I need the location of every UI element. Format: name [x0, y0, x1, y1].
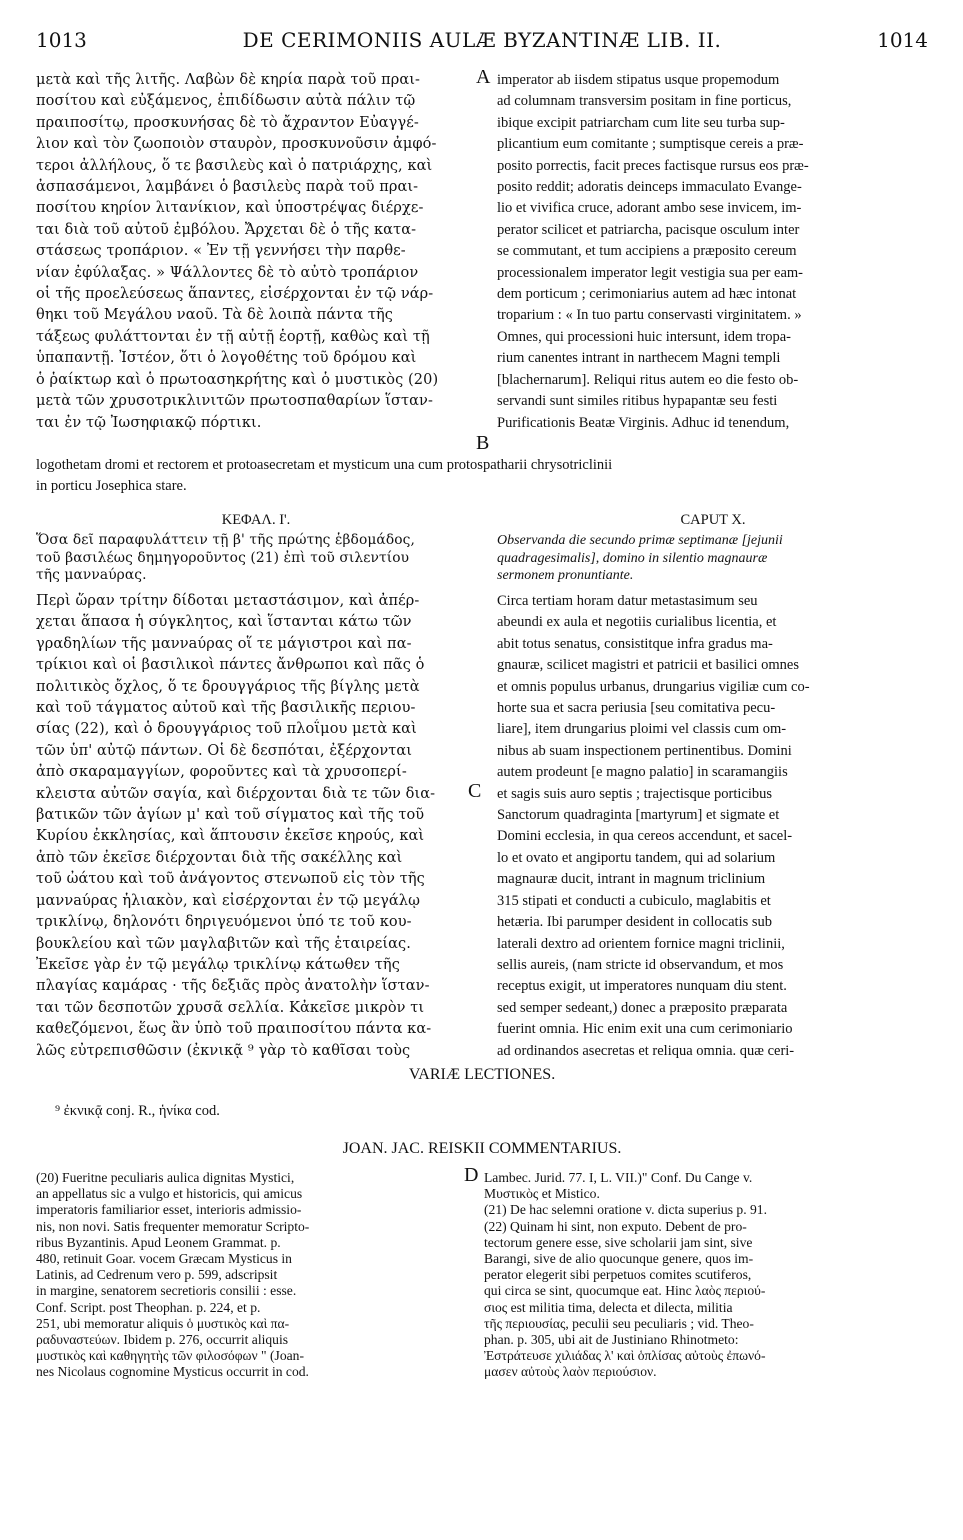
latin-text-line: Omnes, qui processioni huic intersunt, idem tropa-	[497, 328, 791, 345]
latin-text-line: ad ordinandos asecretas et reliqua omnia. quæ ceri-	[497, 1042, 795, 1059]
commentary-line: perator elegerit sibi perpetuos comites scutiferos,	[484, 1267, 752, 1283]
latin-text-line: posito porrectis, facit preces factisque rursus eos præ-	[497, 157, 809, 174]
latin-text-line: lo et ovato et angiportu tandem, qui ad solarium	[497, 849, 776, 866]
greek-text-line: καθεζόμενοι, ἕως ἂν ὑπὸ τοῦ πραιποσίτου πάντα κα-	[36, 1021, 432, 1038]
latin-text-line: ibique excipit patriarcham cum lite seu turba sup-	[497, 114, 785, 131]
greek-text-line: πολιτικὸς ὄχλος, ὅ τε δρουγγάριος τῆς βίγλης μετὰ	[36, 678, 420, 695]
latin-text-line: abeundi ex aula et negotiis curialibus licentia, et	[497, 614, 777, 631]
commentary-line: ραδυναστεύων. Ibidem p. 276, occurrit aliquis	[36, 1332, 289, 1348]
greek-text-line: ποσίτου καὶ εὐξάμενος, ἐπιδίδωσιν αὐτὰ πάλιν τῷ	[36, 93, 416, 110]
greek-text-line: βουκλείου καὶ τῶν μαγλαβιτῶν καὶ τῆς ἑταιρείας.	[36, 935, 411, 952]
commentary-line: (22) Quinam hi sint, non exputo. Debent de pro-	[484, 1218, 747, 1234]
greek-text-line: οἱ τῆς προελεύσεως ἅπαντες, εἰσέρχονται ἐν τῷ νάρ-	[36, 286, 434, 303]
commentary-line: nes Nicolaus cognomine Mysticus occurrit in cod.	[36, 1364, 309, 1380]
latin-column-top	[497, 70, 929, 434]
latin-text-line: Domini ecclesia, in qua cereos accendunt, et sacel-	[497, 828, 793, 845]
commentary-line: 480, retinuit Goar. vocem Græcam Mysticus in	[36, 1251, 292, 1267]
greek-text-line: στάσεως τροπάριον. « Ἐν τῇ γεννήσει τὴν παρθε-	[36, 243, 406, 260]
latin-text-line: posito reddit; adoratis deinceps immaculato Evange-	[497, 179, 802, 196]
greek-text-line: νίαν ἐφύλαξας. » Ψάλλοντες δὲ τὸ αὐτὸ τροπάριον	[36, 264, 419, 281]
greek-summary-line: τοῦ βασιλέως δημηγοροῦντος (21) ἐπὶ τοῦ σιλεντίου	[36, 549, 410, 566]
latin-text-line: troparium : « In tuo partu conservasti virginitatem. »	[497, 307, 802, 324]
latin-text-line: ad columnam transversim positam in fine porticus,	[497, 93, 792, 110]
commentary-line: nis, non novi. Satis frequenter memoratur Scripto-	[36, 1218, 310, 1234]
commentary-line: Ἐστράτευσε χιλιάδας λ' καὶ ὁπλίσας αὐτοὺς ἐπωνό-	[484, 1348, 766, 1364]
greek-text-line: τάξεως φυλάττονται ἐν τῇ αὐτῇ ἑορτῇ, καθὼς καὶ τῇ	[36, 328, 430, 345]
greek-text-line: ται διὰ τοῦ αὐτοῦ ἐμβόλου. Ἄρχεται δὲ ὁ τῆς κατα-	[36, 221, 417, 238]
greek-text-line: πλαγίας καμάρας · τῆς δεξιᾶς πρὸς ἀνατολὴν ἵσταν-	[36, 978, 430, 995]
latin-chapter-heading: CAPUT X.	[680, 512, 746, 528]
commentary-line: μασεν αὐτοὺς λαὸν περιούσιον.	[484, 1364, 657, 1380]
commentary-line: qui circa se sint, quocumque eat. Hinc λαὸς περιού-	[484, 1283, 766, 1299]
greek-text-line: Κυρίου ἐκκλησίας, καὶ ἅπτουσιν ἐκεῖσε κηρούς, καὶ	[36, 828, 425, 845]
greek-text-line: πραιποσίτῳ, προσκυνήσας δὲ τὸ ἄχραντον Εὐαγγέ-	[36, 114, 419, 131]
greek-text-line: λιον καὶ τὸν ζωοποιὸν σταυρὸν, προσκυνοῦσιν ἀμφό-	[36, 136, 437, 153]
latin-text-line: servandi sunt similes ritibus hypapantæ seu festi	[497, 393, 778, 410]
latin-column-bottom	[497, 591, 929, 1062]
greek-summary-line: Ὅσα δεῖ παραφυλάττειν τῇ β' τῆς πρώτης ἑβδομάδος,	[36, 532, 415, 548]
latin-text-line: horte sua et sacra periusia [seu comitativa pecu-	[497, 700, 776, 717]
commentary-line: an appellatus sic a vulgo et historicis, qui amicus	[36, 1186, 303, 1202]
latin-text-line: fuerint omnia. Hic enim exit una cum cerimoniario	[497, 1021, 793, 1038]
latin-text-line: et sagis suis auro septis ; trajectisque porticibus	[497, 785, 773, 802]
page-number-right: 1014	[877, 28, 928, 52]
latin-text-line: receptus exigit, ut imperatores nunquam diu stent.	[497, 978, 787, 995]
latin-text-line: liare], item drungarius ploimi vel classis cum om-	[497, 721, 787, 738]
latin-text-line: hetæria. Ibi parumper desident in collocatis sub	[497, 914, 773, 931]
latin-text-line: se commutant, et tum accipiens a præposito cereum	[497, 243, 797, 260]
latin-text-line: Circa tertiam horam datur metastasimum seu	[497, 593, 758, 609]
greek-text-line: ται τῶν δεσποτῶν χρυσᾶ σελλία. Κἀκεῖσε μικρὸν τι	[36, 999, 425, 1016]
latin-summary-line: sermonem pronuntiante.	[497, 568, 634, 584]
greek-text-line: ὑπαπαντῇ. Ἰστέον, ὅτι ὁ λογοθέτης τοῦ δρόμου καὶ	[36, 350, 417, 367]
full-width-text-line: in porticu Josephica stare.	[36, 478, 187, 495]
latin-text-line: sellis aureis, (nam stricte id observandum, et mos	[497, 956, 784, 973]
commentary-left-column	[36, 1170, 476, 1381]
greek-chapter-summary	[36, 532, 476, 585]
greek-text-line: χεται ἅπασα ἡ σύγκλητος, καὶ ἵστανται κάτω τῶν	[36, 614, 412, 631]
latin-text-line: Sanctorum quadraginta [martyrum] et sigmate et	[497, 807, 780, 824]
greek-column-top	[36, 70, 476, 434]
latin-text-line: processionalem imperator legit vestigia sua per eam-	[497, 264, 804, 281]
commentary-line: Latinis, ad Cedrenum vero p. 599, adscripsit	[36, 1267, 278, 1283]
greek-text-line: θηκι τοῦ Μεγάλου ναοῦ. Τὰ δὲ λοιπὰ πάντα τῆς	[36, 307, 393, 324]
latin-text-line: [blachernarum]. Reliqui ritus autem eo die festo ob-	[497, 371, 799, 388]
greek-text-line: Περὶ ὥραν τρίτην δίδοται μεταστάσιμον, καὶ ἀπέρ-	[36, 593, 420, 609]
latin-text-line: dem porticum ; cerimoniarius autem ad hæc intonat	[497, 286, 797, 303]
full-width-lines	[36, 455, 928, 498]
greek-text-line: ἀπὸ τῶν ἐκεῖσε διέρχονται διὰ τῆς σακέλλης καὶ	[36, 849, 403, 866]
commentary-line: Μυστικὸς et Mistico.	[484, 1186, 600, 1202]
greek-text-line: κλειστα αὐτῶν σαγία, καὶ διέρχονται διὰ τε τῶν δια-	[36, 785, 436, 802]
commentary-line: phan. p. 305, ubi ait de Justiniano Rhinotmeto:	[484, 1332, 739, 1348]
commentary-right-column	[484, 1170, 928, 1381]
latin-text-line: autem prodeunt [e magno palatio] in scaramangiis	[497, 764, 788, 781]
greek-text-line: μαννaύρας ἡλιακὸν, καὶ εἰσέρχονται ἐν τῷ μεγάλῳ	[36, 892, 421, 909]
greek-text-line: τῶν ὑπ' αὐτῷ πάντων. Οἱ δὲ δεσπόται, ἐξέρχονται	[36, 742, 413, 759]
commentary-line: imperatoris familiarior esset, interioris admissio-	[36, 1202, 302, 1218]
margin-marker-d: D	[464, 1164, 479, 1186]
page-number-left: 1013	[36, 28, 87, 52]
greek-text-line: μετὰ τῶν χρυσοτρικλινιτῶν πρωτοσπαθαρίων ἵσταν-	[36, 393, 433, 410]
greek-text-line: καὶ τοῦ τάγματος αὐτοῦ καὶ τῆς βασιλικῆς περιου-	[36, 700, 416, 717]
greek-text-line: ποσίτου κηρίον λιτανίκιον, καὶ ὑποστρέψας διέρχε-	[36, 200, 424, 217]
latin-text-line: plicantium eum comitante ; sumptisque cereis a præ-	[497, 136, 804, 153]
latin-text-line: et omnis populus urbanus, drungarius vigiliæ cum co-	[497, 678, 810, 695]
greek-text-line: τρικλίνῳ, δηλονότι δηριγευόμενοι ὑπό τε τοῦ κου-	[36, 914, 412, 931]
greek-text-line: ται ἐν τῷ Ἰωσηφιακῷ πόρτικι.	[36, 414, 262, 431]
latin-text-line: 315 stipati et conducti a cubiculo, maglabitis et	[497, 892, 771, 909]
latin-text-line: perator scilicet et patriarcha, pacisque osculum inter	[497, 221, 800, 238]
latin-text-line: rium canentes intrant in narthecem Magni templi	[497, 350, 781, 367]
latin-text-line: gnauræ, scilicet magistri et patricii et basilici omnes	[497, 657, 800, 674]
commentary-line: τῆς περιουσίας, peculii seu peculiaris ; vid. Theo-	[484, 1315, 754, 1331]
margin-marker-c: C	[468, 780, 482, 802]
full-width-text-line: logothetam dromi et rectorem et protoasecretam et mysticum una cum protospatharii chrysotriclinii	[36, 457, 613, 473]
greek-text-line: ἀπὸ σκαραμαγγίων, φοροῦντες καὶ τὰ χρυσοπερί-	[36, 764, 407, 781]
commentary-line: (20) Fueritne peculiaris aulica dignitas Mystici,	[36, 1170, 295, 1185]
commentary-line: σιος est militia tima, delecta et dilecta, militia	[484, 1299, 733, 1315]
greek-text-line: Ἐκεῖσε γὰρ ἐν τῷ μεγάλῳ τρικλίνῳ κάτωθεν τῆς	[36, 956, 400, 973]
margin-marker-a: A	[476, 66, 491, 88]
commentary-line: 251, ubi memoratur aliquis ὁ μυστικὸς καὶ πα-	[36, 1315, 290, 1331]
greek-chapter-heading: ΚΕΦΑΛ. Ι'.	[221, 512, 291, 528]
commentary-heading: JOAN. JAC. REISKII COMMENTARIUS.	[342, 1140, 622, 1157]
commentary-line: Lambec. Jurid. 77. I, L. VII.)" Conf. Du Cange v.	[484, 1170, 753, 1185]
greek-text-line: λῶς εὐτρεπισθῶσιν (ἐκνικᾷ ⁹ γὰρ τὸ καθῖσαι τοὺς	[36, 1042, 411, 1059]
latin-text-line: sed semper sedeant,) donec a præposito præparata	[497, 999, 788, 1016]
latin-text-line: nibus ab suam inspectionem pertinentibus. Domini	[497, 742, 792, 759]
greek-text-line: ἀσπασάμενοι, λαμβάνει ὁ βασιλεὺς παρὰ τοῦ πραι-	[36, 179, 419, 196]
latin-text-line: laterali dextro ad orientem fornice magni triclinii,	[497, 935, 785, 952]
latin-text-line: imperator ab iisdem stipatus usque propemodum	[497, 72, 780, 88]
commentary-line: in margine, senatorem secretioris consilii : esse.	[36, 1283, 297, 1299]
commentary-line: ribus Byzantinis. Apud Leonem Grammat. p.	[36, 1234, 281, 1250]
latin-text-line: magnauræ ducit, intrant in magnum triclinium	[497, 871, 766, 888]
commentary-line: tectorum genere esse, sive scholarii jam sint, sive	[484, 1234, 753, 1250]
greek-text-line: τρίκιοι καὶ οἱ βασιλικοὶ πάντες ἄνθρωποι καὶ πᾶς ὁ	[36, 657, 425, 674]
commentary-line: (21) De hac selemni oratione v. dicta superius p. 91.	[484, 1202, 767, 1218]
variae-lectiones-heading: VARIÆ LECTIONES.	[408, 1066, 556, 1083]
greek-text-line: βατικῶν τῶν ἁγίων μ' καὶ τοῦ σίγματος καὶ τῆς τοῦ	[36, 807, 425, 824]
latin-text-line: Purificationis Beatæ Virginis. Adhuc id tenendum,	[497, 414, 790, 431]
page-header	[36, 28, 928, 58]
greek-text-line: ὁ ῥαίκτωρ καὶ ὁ πρωτοασηκρήτης καὶ ὁ μυστικὸς (20)	[36, 371, 439, 388]
running-title: DE CERIMONIIS AULÆ BYZANTINÆ LIB. II.	[242, 28, 722, 52]
greek-text-line: τεροι ἀλλήλους, ὅ τε βασιλεὺς καὶ ὁ πατριάρχης, καὶ	[36, 157, 433, 174]
commentary-line: Conf. Script. post Theophan. p. 224, et p.	[36, 1299, 261, 1315]
latin-text-line: lio et vivifica cruce, adorant ambo sese invicem, im-	[497, 200, 802, 217]
latin-summary-line: quadragesimalis], domino in silentio magnauræ	[497, 550, 768, 566]
latin-chapter-summary	[497, 532, 929, 585]
margin-marker-b: B	[476, 432, 490, 454]
latin-text-line: abit totus senatus, consistitque infra gradus ma-	[497, 635, 773, 652]
greek-text-line: μετὰ καὶ τῆς λιτῆς. Λαβὼν δὲ κηρία παρὰ τοῦ πραι-	[36, 72, 420, 88]
greek-text-line: σίας (22), καὶ ὁ δρουγγάριος τοῦ πλοΐμου μετὰ καὶ	[36, 721, 417, 738]
variant-note: ⁹ ἐκνικᾷ conj. R., ἡνίκα cod.	[55, 1103, 220, 1119]
latin-summary-line: Observanda die secundo primæ septimanæ [jejunii	[497, 533, 783, 548]
greek-text-line: τοῦ ὠάτου καὶ τοῦ ἀνάγοντος στενωποῦ εἰς τὸν τῆς	[36, 871, 425, 888]
greek-column-bottom	[36, 591, 476, 1062]
greek-text-line: γραδηλίων τῆς μαννaύρας οἵ τε μάγιστροι καὶ πα-	[36, 635, 412, 652]
commentary-line: Barangi, sive de alio quocunque genere, quos im-	[484, 1251, 754, 1267]
greek-summary-line: τῆς μαννaύρας.	[36, 567, 147, 584]
commentary-line: μυστικὸς καὶ καθηγητὴς τῶν φιλοσόφων " (Joan-	[36, 1348, 304, 1364]
